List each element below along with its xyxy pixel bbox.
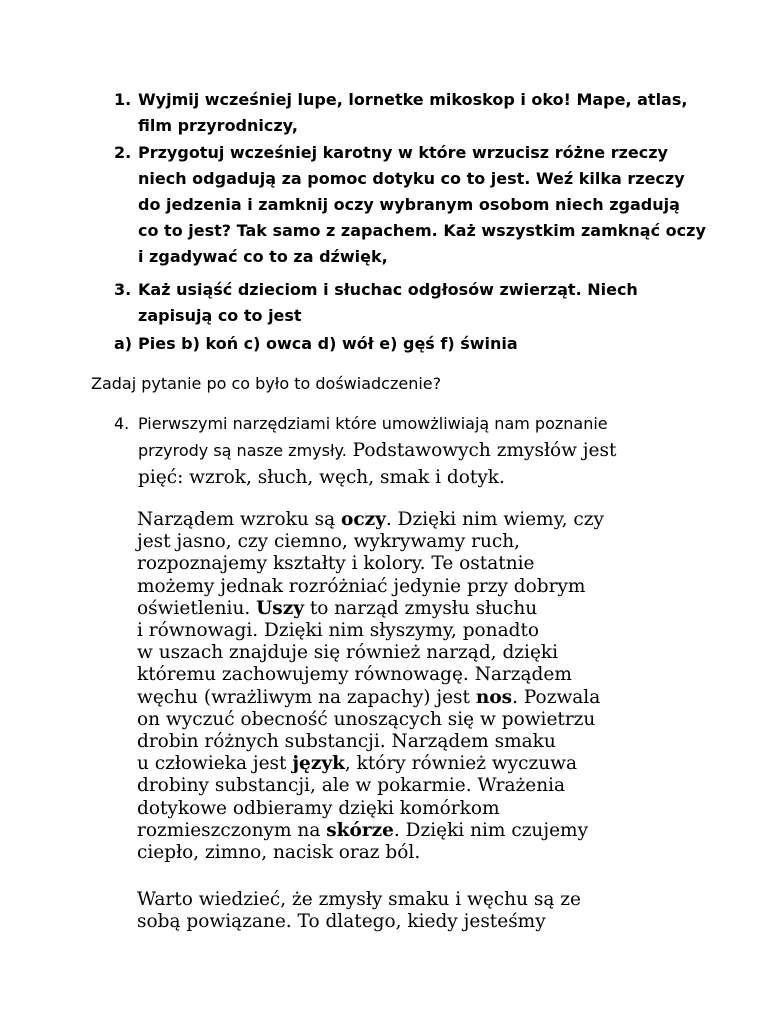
paragraph-line: drobiny substancji, ale w pokarmie. Wrażenia bbox=[137, 775, 566, 797]
list-item-a bbox=[114, 331, 518, 357]
list-text-line bbox=[138, 437, 616, 464]
text-run: oświetleniu. bbox=[137, 597, 257, 619]
paragraph-line: jest jasno, czy ciemno, wykrywamy ruch, bbox=[137, 531, 521, 553]
list-item-1 bbox=[114, 87, 687, 139]
text-run: . Pozwala bbox=[512, 686, 601, 708]
paragraph-line: któremu zachowujemy równowagę. Narządem bbox=[137, 664, 572, 686]
text-run: Narządem wzroku są bbox=[137, 509, 342, 530]
text-run: . Dzięki nim czujemy bbox=[393, 819, 589, 841]
paragraph-line: drobin różnych substancji. Narządem smaku bbox=[137, 731, 556, 753]
paragraph-line: Warto wiedzieć, że zmysły smaku i węchu są ze bbox=[137, 889, 581, 910]
text-run: to narząd zmysłu słuchu bbox=[303, 597, 538, 619]
text-run: rozmieszczonym na bbox=[137, 819, 327, 841]
paragraph-line: ciepło, zimno, nacisk oraz ból. bbox=[137, 842, 421, 864]
paragraph-line: rozpoznajemy kształty i kolory. Te ostatnie bbox=[137, 553, 535, 575]
list-number: 1. bbox=[114, 90, 132, 109]
list-text-line: i zgadywać co to za dźwięk, bbox=[138, 247, 388, 266]
paragraph-line bbox=[137, 753, 604, 775]
bold-term: skórze bbox=[326, 819, 394, 841]
list-number: 4. bbox=[114, 414, 130, 433]
paragraph-line bbox=[137, 509, 604, 531]
bold-term: nos bbox=[475, 686, 513, 708]
list-text-line: niech odgadują za pomoc dotyku co to jest. Weź kilka rzeczy bbox=[138, 169, 685, 188]
list-item-3 bbox=[114, 277, 638, 329]
paragraph-line bbox=[137, 687, 604, 709]
list-letter: a) bbox=[114, 334, 133, 353]
text-run: węchu (wrażliwym na zapachy) jest bbox=[137, 686, 476, 708]
list-text-line: Pierwszymi narzędziami które umowżliwiają nam poznanie bbox=[138, 414, 608, 433]
list-number: 2. bbox=[114, 143, 132, 162]
paragraph-line bbox=[137, 820, 604, 842]
list-item-2 bbox=[114, 140, 706, 270]
paragraph-line bbox=[137, 598, 604, 620]
paragraph-line: sobą powiązane. To dlatego, kiedy jesteśmy bbox=[137, 911, 546, 933]
list-text-line: Wyjmij wcześniej lupe, lornetke mikoskop i oko! Mape, atlas, bbox=[138, 90, 688, 109]
text-run: u człowieka jest bbox=[137, 753, 293, 775]
list-text-line: Pies b) koń c) owca d) wół e) gęś f) świnia bbox=[138, 334, 518, 353]
text-serif-part: Podstawowych zmysłów jest bbox=[346, 440, 617, 461]
paragraph-line: możemy jednak rozróżniać jedynie przy dobrym bbox=[137, 575, 586, 597]
paragraph-senses bbox=[137, 509, 604, 864]
list-text-line: film przyrodniczy, bbox=[138, 116, 298, 135]
paragraph-line: on wyczuć obecność unoszących się w powietrzu bbox=[137, 708, 596, 730]
list-text-line: co to jest? Tak samo z zapachem. Każ wszystkim zamknąć oczy bbox=[138, 221, 706, 240]
text-sans-part: przyrody są nasze zmysły. bbox=[138, 441, 347, 460]
bold-term: język bbox=[292, 753, 345, 775]
paragraph-taste-smell bbox=[137, 889, 581, 933]
text-run: . Dzięki nim wiemy, czy bbox=[385, 509, 604, 530]
list-text-line: do jedzenia i zamknij oczy wybranym osobom niech zgadują bbox=[138, 195, 680, 214]
text-run: , który również wyczuwa bbox=[344, 753, 578, 775]
list-text-line: Każ usiąść dzieciom i słuchac odgłosów zwierząt. Niech bbox=[138, 280, 638, 299]
bold-term: Uszy bbox=[256, 597, 304, 619]
list-item-4 bbox=[114, 410, 616, 491]
list-text-line: Przygotuj wcześniej karotny w które wrzucisz różne rzeczy bbox=[138, 143, 668, 162]
bold-term: oczy bbox=[341, 509, 386, 530]
question-text: Zadaj pytanie po co było to doświadczenie? bbox=[91, 374, 442, 393]
paragraph-line: w uszach znajduje się również narząd, dzięki bbox=[137, 642, 559, 664]
paragraph-line: i równowagi. Dzięki nim słyszymy, ponadto bbox=[137, 620, 540, 642]
list-text-line: zapisują co to jest bbox=[138, 306, 302, 325]
paragraph-line: dotykowe odbieramy dzięki komórkom bbox=[137, 797, 500, 819]
list-text-line: pięć: wzrok, słuch, węch, smak i dotyk. bbox=[138, 467, 505, 488]
list-number: 3. bbox=[114, 280, 132, 299]
